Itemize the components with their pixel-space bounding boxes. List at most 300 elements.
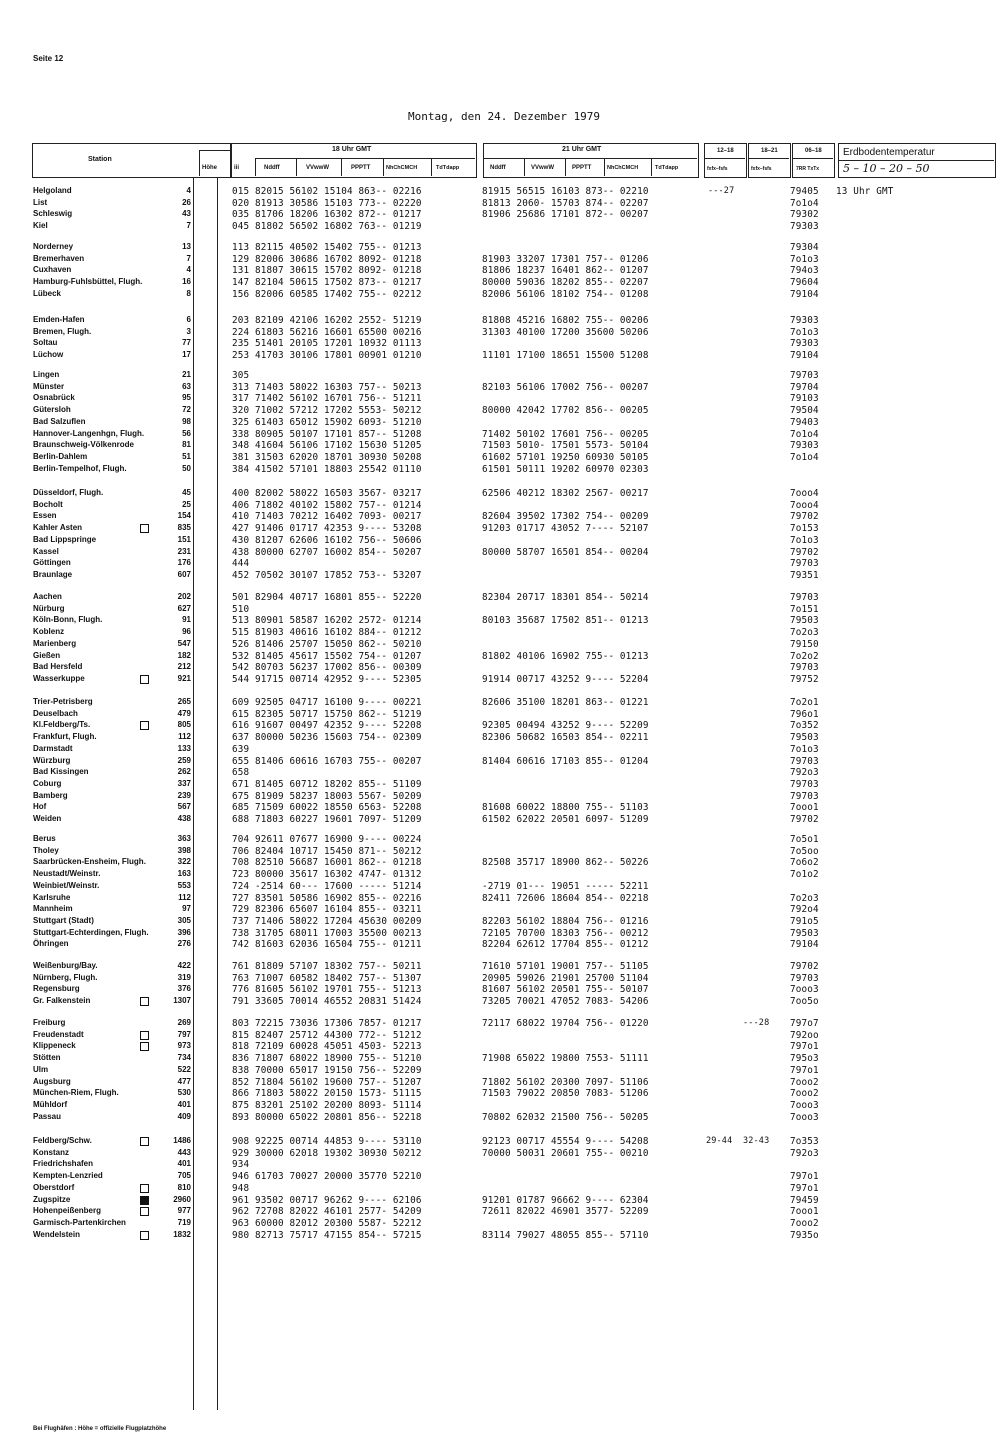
- obs-18-utc: 542 80703 56237 17002 856-- 00309: [232, 662, 422, 674]
- station-hoehe: 45: [182, 488, 191, 497]
- station-hoehe: 265: [177, 697, 191, 706]
- soil-temperature: 79503: [790, 615, 819, 627]
- soil-temperature: 7ooo4: [790, 488, 819, 499]
- obs-18-utc: 761 81809 57107 18302 757-- 50211: [232, 961, 422, 972]
- obs-18-utc: 615 82305 50717 15750 862-- 51219: [232, 708, 422, 720]
- soil-temperature: 7o151: [790, 603, 819, 615]
- station-name: Stuttgart (Stadt): [33, 915, 94, 925]
- obs-18-utc: 338 80905 50107 17101 857-- 51208: [232, 428, 422, 440]
- soil-temperature: 79703: [790, 592, 819, 603]
- obs-18-utc: 325 61403 65012 15902 6093- 51210: [232, 416, 422, 428]
- station-name: Nürburg: [33, 603, 65, 613]
- obs-21-utc: 82304 20717 18301 854-- 50214: [482, 592, 649, 603]
- soil-temperature: 79604: [790, 277, 819, 289]
- obs-18-utc: 875 83201 25102 20200 8093- 51114: [232, 1099, 422, 1111]
- soil-temperature: 7ooo2: [790, 1076, 819, 1088]
- station-name: Hof: [33, 802, 47, 812]
- square-icon: [140, 721, 149, 730]
- soil-temperature: 79459: [790, 1194, 819, 1206]
- station-hoehe: 337: [177, 778, 191, 788]
- obs-18-utc: 313 71403 58022 16303 757-- 50213: [232, 381, 422, 393]
- soil-temperature: 7ooo3: [790, 1099, 819, 1111]
- station-name: Kiel: [33, 221, 48, 231]
- station-hoehe: 154: [177, 511, 191, 521]
- group18-header: 18 Uhr GMT: [332, 146, 372, 153]
- station-hoehe: 627: [177, 603, 191, 613]
- obs-18-utc: 838 70000 65017 19150 756-- 52209: [232, 1064, 422, 1076]
- soil-temperature: 7ooo2: [790, 1217, 819, 1229]
- obs-18-utc: 381 31503 62020 18701 30930 50208: [232, 451, 422, 463]
- station-name: Friedrichshafen: [33, 1159, 94, 1169]
- station-name: Konstanz: [33, 1147, 69, 1157]
- soil-temperature: 79703: [790, 662, 819, 674]
- station-name: Lingen: [33, 370, 60, 379]
- obs-18-utc: 934: [232, 1159, 250, 1171]
- station-name: Klippeneck: [33, 1041, 76, 1051]
- station-name: Münster: [33, 381, 65, 391]
- soil-temperature: 7o6o2: [790, 857, 819, 869]
- station-name: Berlin-Tempelhof, Flugh.: [33, 463, 127, 473]
- soil-temperature: 79403: [790, 416, 819, 428]
- station-hoehe: 322: [177, 857, 191, 867]
- soil-temperature: 79702: [790, 961, 819, 972]
- tt-header-21: TdTdapp: [655, 165, 679, 171]
- obs-18-utc: 675 81909 58237 18003 5567- 50209: [232, 790, 422, 802]
- soil-temperature: 794o3: [790, 265, 819, 277]
- soil-temperature: 79150: [790, 638, 819, 650]
- obs-21-utc: 80103 35687 17502 851-- 01213: [482, 615, 649, 627]
- obs-18-utc: 836 71807 68022 18900 755-- 51210: [232, 1053, 422, 1065]
- ppptt-header-21: PPPTT: [572, 165, 592, 171]
- station-hoehe: 21: [182, 370, 191, 379]
- obs-18-utc: 253 41703 30106 17801 00901 01210: [232, 350, 422, 362]
- obs-18-utc: 893 80000 65022 20801 856-- 52218: [232, 1111, 422, 1123]
- gust-18-21: 32-43: [743, 1136, 770, 1146]
- obs-18-utc: 704 92611 07677 16900 9---- 00224: [232, 834, 422, 845]
- station-hoehe: 553: [177, 880, 191, 890]
- station-hoehe: 7: [186, 253, 191, 263]
- station-hoehe: 376: [177, 984, 191, 994]
- square-icon: [140, 1031, 149, 1040]
- obs-18-utc: 980 82713 75717 47155 854-- 57215: [232, 1229, 422, 1241]
- obs-21-utc: 70802 62032 21500 756-- 50205: [482, 1111, 649, 1123]
- obs-18-utc: 020 81913 30586 15103 773-- 02220: [232, 197, 422, 209]
- station-hoehe: 133: [177, 743, 191, 753]
- station-hoehe: 262: [177, 767, 191, 777]
- obs-21-utc: 61502 62022 20501 6097- 51209: [482, 814, 649, 825]
- square-icon: [140, 524, 149, 533]
- soil-temperature: 7ooo2: [790, 1088, 819, 1100]
- station-name: Feldberg/Schw.: [33, 1136, 92, 1145]
- soil-temperature: 7o1o3: [790, 253, 819, 265]
- station-name: Nürnberg, Flugh.: [33, 972, 98, 982]
- soil-temperature: 7o1o3: [790, 743, 819, 755]
- soil-temperature: 7o353: [790, 1136, 819, 1147]
- station-name: Köln-Bonn, Flugh.: [33, 615, 103, 625]
- station-hoehe: 409: [177, 1111, 191, 1121]
- station-hoehe: 2960: [173, 1194, 191, 1204]
- soil-temperature: 7o1o4: [790, 428, 819, 440]
- station-hoehe: 43: [182, 209, 191, 219]
- station-name: Mannheim: [33, 904, 73, 914]
- obs-21-utc: 81813 2060- 15703 874-- 02207: [482, 197, 649, 209]
- soil-temperature: 7o2o1: [790, 697, 819, 708]
- obs-18-utc: 723 80000 35617 16302 4747- 01312: [232, 869, 422, 881]
- station-hoehe: 269: [177, 1018, 191, 1027]
- station-hoehe: 95: [182, 393, 191, 403]
- obs-21-utc: 81802 40106 16902 755-- 01213: [482, 650, 649, 662]
- date-line: Montag, den 24. Dezember 1979: [408, 110, 601, 123]
- station-name: Emden-Hafen: [33, 315, 85, 324]
- obs-18-utc: 384 41502 57101 18803 25542 01110: [232, 463, 422, 475]
- soil-temperature: 79104: [790, 939, 819, 951]
- station-hoehe: 81: [182, 440, 191, 450]
- obs-21-utc: 71503 79022 20850 7083- 51206: [482, 1088, 649, 1100]
- station-hoehe: 530: [177, 1088, 191, 1098]
- soil-temperature: 7o1o4: [790, 197, 819, 209]
- obs-21-utc: 81608 60022 18800 755-- 51103: [482, 802, 649, 814]
- obs-18-utc: 317 71402 56102 16701 756-- 51211: [232, 393, 422, 405]
- soil-temperature: 79703: [790, 755, 819, 767]
- station-hoehe: 182: [177, 650, 191, 660]
- obs-21-utc: 82103 56106 17002 756-- 00207: [482, 381, 649, 393]
- station-hoehe: 176: [177, 558, 191, 568]
- station-name: Darmstadt: [33, 743, 73, 753]
- soil-temperature: 7o352: [790, 720, 819, 732]
- station-name: Freiburg: [33, 1018, 66, 1027]
- station-name: Kassel: [33, 546, 59, 556]
- soil-temperature: 792o3: [790, 1147, 819, 1159]
- station-name: Würzburg: [33, 755, 71, 765]
- soil-temperature: 792oo: [790, 1029, 819, 1041]
- obs-18-utc: 688 71803 60227 19601 7097- 51209: [232, 814, 422, 825]
- station-hoehe: 112: [178, 892, 191, 902]
- obs-21-utc: 82204 62612 17704 855-- 01212: [482, 939, 649, 951]
- soil-temperature: 7o153: [790, 523, 819, 535]
- nh-header-18: NhChCMCH: [386, 165, 418, 171]
- obs-18-utc: 961 93502 00717 96262 9---- 62106: [232, 1194, 422, 1206]
- station-name: Essen: [33, 511, 57, 521]
- station-hoehe: 805: [177, 720, 191, 730]
- station-header: Station: [88, 156, 112, 163]
- obs-21-utc: 61501 50111 19202 60970 02303: [482, 463, 649, 475]
- soil-temperature: 797o1: [790, 1171, 819, 1183]
- square-icon: [140, 1207, 149, 1216]
- station-hoehe: 63: [182, 381, 191, 391]
- hoehe-header: Höhe: [202, 165, 217, 171]
- station-hoehe: 7: [186, 221, 191, 231]
- soil-temperature: 79405: [790, 186, 819, 197]
- obs-18-utc: 818 72109 60028 45051 4503- 52213: [232, 1041, 422, 1053]
- station-name: Aachen: [33, 592, 62, 601]
- obs-18-utc: 929 30000 62018 19302 30930 50212: [232, 1147, 422, 1159]
- station-name: List: [33, 197, 48, 207]
- obs-21-utc: 71503 5010- 17501 5573- 50104: [482, 440, 649, 452]
- station-name: Mühldorf: [33, 1099, 68, 1109]
- obs-18-utc: 658: [232, 767, 250, 779]
- obs-18-utc: 962 72708 82022 46101 2577- 54209: [232, 1206, 422, 1218]
- square-icon: [140, 1184, 149, 1193]
- station-name: Bremerhaven: [33, 253, 85, 263]
- obs-18-utc: 305: [232, 370, 250, 381]
- obs-18-utc: 729 82306 65607 16104 855-- 03211: [232, 904, 422, 916]
- station-hoehe: 398: [177, 845, 191, 855]
- station-name: Koblenz: [33, 627, 65, 637]
- station-hoehe: 4: [186, 186, 191, 195]
- soil-temperature: 792o3: [790, 767, 819, 779]
- station-name: Bad Salzuflen: [33, 416, 86, 426]
- obs-18-utc: 035 81706 18206 16302 872-- 01217: [232, 209, 422, 221]
- station-hoehe: 973: [177, 1041, 191, 1051]
- soil-temperature: 7935o: [790, 1229, 819, 1241]
- station-name: Bremen, Flugh.: [33, 326, 92, 336]
- station-hoehe: 163: [177, 869, 191, 879]
- obs-18-utc: 803 72215 73036 17306 7857- 01217: [232, 1018, 422, 1029]
- obs-21-utc: 72105 70700 18303 756-- 00212: [482, 927, 649, 939]
- station-name: München-Riem, Flugh.: [33, 1088, 119, 1098]
- station-name: Soltau: [33, 338, 58, 348]
- r1218-header: 12–18: [717, 148, 734, 154]
- obs-18-utc: 776 81605 56102 19701 755-- 51213: [232, 984, 422, 996]
- station-hoehe: 443: [177, 1147, 191, 1157]
- soil-temperature: 795o3: [790, 1053, 819, 1065]
- obs-18-utc: 406 71802 40102 15802 757-- 01214: [232, 499, 422, 511]
- soil-temperature: 7o2o3: [790, 627, 819, 639]
- station-name: Karlsruhe: [33, 892, 71, 902]
- soil-temperature: 79504: [790, 405, 819, 417]
- obs-21-utc: 81808 45216 16802 755-- 00206: [482, 315, 649, 326]
- nddff-header-21: Nddff: [490, 165, 506, 171]
- station-name: Wendelstein: [33, 1229, 80, 1239]
- soil-temperature: 797o1: [790, 1064, 819, 1076]
- obs-18-utc: 510: [232, 603, 250, 615]
- station-name: Bad Kissingen: [33, 767, 89, 777]
- station-hoehe: 259: [177, 755, 191, 765]
- soil-temperature: 7ooo4: [790, 499, 819, 511]
- obs-21-utc: 91914 00717 43252 9---- 52204: [482, 673, 649, 685]
- soil-temperature: 79351: [790, 569, 819, 581]
- r0618-header: 06–18: [805, 148, 822, 154]
- station-name: Ulm: [33, 1064, 49, 1074]
- soil-temperature: 7o1o4: [790, 451, 819, 463]
- station-hoehe: 202: [177, 592, 191, 601]
- station-hoehe: 319: [177, 972, 191, 982]
- station-hoehe: 567: [177, 802, 191, 812]
- station-name: Frankfurt, Flugh.: [33, 732, 97, 742]
- obs-18-utc: 156 82006 60585 17402 755-- 02212: [232, 288, 422, 300]
- obs-18-utc: 427 91406 01717 42353 9---- 53208: [232, 523, 422, 535]
- obs-18-utc: 131 81807 30615 15702 8092- 01218: [232, 265, 422, 277]
- obs-21-utc: 20905 59026 21901 25700 51104: [482, 972, 649, 984]
- obs-18-utc: 791 33605 70014 46552 20831 51424: [232, 996, 422, 1008]
- station-name: Gießen: [33, 650, 61, 660]
- obs-21-utc: 11101 17100 18651 15500 51208: [482, 350, 649, 362]
- obs-18-utc: 224 61803 56216 16601 65500 00216: [232, 326, 422, 338]
- station-hoehe: 51: [182, 451, 191, 461]
- hoehe-rule: [193, 178, 194, 1410]
- obs-18-utc: 532 81405 45617 15502 754-- 01207: [232, 650, 422, 662]
- obs-18-utc: 129 82006 30686 16702 8092- 01218: [232, 253, 422, 265]
- station-hoehe: 25: [182, 499, 191, 509]
- station-name: Wasserkuppe: [33, 673, 85, 683]
- station-hoehe: 1307: [173, 996, 191, 1006]
- obs-18-utc: 235 51401 20105 17201 10932 01113: [232, 338, 422, 350]
- nh-header-21: NhChCMCH: [607, 165, 639, 171]
- soil-note: 13 Uhr GMT: [836, 186, 894, 197]
- soil-temperature: 791o5: [790, 915, 819, 927]
- obs-21-utc: 62506 40212 18302 2567- 00217: [482, 488, 649, 499]
- station-name: Osnabrück: [33, 393, 75, 403]
- obs-18-utc: 410 71403 70212 16402 7093- 00217: [232, 511, 422, 523]
- obs-21-utc: 71402 50102 17601 756-- 00205: [482, 428, 649, 440]
- station-hoehe: 98: [182, 416, 191, 426]
- obs-18-utc: 513 80901 58587 16202 2572- 01214: [232, 615, 422, 627]
- obs-18-utc: 852 71804 56102 19600 757-- 51207: [232, 1076, 422, 1088]
- obs-18-utc: 724 -2514 60--- 17600 ----- 51214: [232, 880, 422, 892]
- square-icon: [140, 1137, 149, 1146]
- obs-18-utc: 671 81405 60712 18202 855-- 51109: [232, 778, 422, 790]
- soil-temperature: 7o1o3: [790, 534, 819, 546]
- obs-18-utc: 655 81406 60616 16703 755-- 00207: [232, 755, 422, 767]
- square-icon: [140, 997, 149, 1006]
- station-hoehe: 719: [177, 1217, 191, 1227]
- station-hoehe: 547: [177, 638, 191, 648]
- obs-18-utc: 639: [232, 743, 250, 755]
- station-name: Kl.Feldberg/Ts.: [33, 720, 91, 730]
- station-hoehe: 17: [182, 350, 191, 360]
- soil-temperature: 79303: [790, 338, 819, 350]
- obs-18-utc: 430 81207 62606 16102 756-- 50606: [232, 534, 422, 546]
- obs-21-utc: 80000 42042 17702 856-- 00205: [482, 405, 649, 417]
- obs-18-utc: 113 82115 40502 15402 755-- 01213: [232, 242, 422, 253]
- obs-21-utc: 73205 70021 47052 7083- 54206: [482, 996, 649, 1008]
- obs-21-utc: 72117 68022 19704 756-- 01220: [482, 1018, 649, 1029]
- obs-18-utc: 438 80000 62707 16002 854-- 50207: [232, 546, 422, 558]
- station-name: Lüchow: [33, 350, 64, 360]
- station-hoehe: 401: [177, 1099, 191, 1109]
- soil-temperature: 7o2o3: [790, 892, 819, 904]
- station-hoehe: 13: [182, 242, 191, 251]
- station-hoehe: 212: [177, 662, 191, 672]
- obs-18-utc: 320 71002 57212 17202 5553- 50212: [232, 405, 422, 417]
- s0618-header: 7RR TxTx: [796, 166, 820, 172]
- obs-21-utc: 82606 35100 18201 863-- 01221: [482, 697, 649, 708]
- soil-temperature: 79702: [790, 814, 819, 825]
- soil-temperature: 79304: [790, 242, 819, 253]
- soil-temperature: 7o5oo: [790, 845, 819, 857]
- station-name: Trier-Petrisberg: [33, 697, 93, 706]
- soil-temperature: 7ooo1: [790, 802, 819, 814]
- station-hoehe: 401: [177, 1159, 191, 1169]
- station-hoehe: 72: [182, 405, 191, 415]
- soil-temperature: 79704: [790, 381, 819, 393]
- station-name: Hannover-Langenhgn, Flugh.: [33, 428, 145, 438]
- r1821-header: 18–21: [761, 148, 778, 154]
- obs-21-utc: 82306 50682 16503 854-- 02211: [482, 732, 649, 744]
- station-hoehe: 363: [177, 834, 191, 843]
- station-hoehe: 239: [177, 790, 191, 800]
- station-hoehe: 835: [177, 523, 191, 533]
- station-name: Hohenpeißenberg: [33, 1206, 102, 1216]
- obs-18-utc: 742 81603 62036 16504 755-- 01211: [232, 939, 422, 951]
- soil-temperature: 79104: [790, 288, 819, 300]
- station-hoehe: 50: [182, 463, 191, 473]
- station-name: Bocholt: [33, 499, 63, 509]
- station-name: Stuttgart-Echterdingen, Flugh.: [33, 927, 149, 937]
- soil-temperature: 79703: [790, 558, 819, 570]
- station-hoehe: 921: [177, 673, 191, 683]
- soil-temperature: 79703: [790, 972, 819, 984]
- station-name: Garmisch-Partenkirchen: [33, 1217, 126, 1227]
- station-hoehe: 396: [177, 927, 191, 937]
- nddff-header-18: Nddff: [264, 165, 280, 171]
- station-name: Düsseldorf, Flugh.: [33, 488, 104, 497]
- obs-18-utc: 948: [232, 1182, 250, 1194]
- data-rule: [217, 178, 218, 1410]
- obs-21-utc: 81903 33207 17301 757-- 01206: [482, 253, 649, 265]
- obs-18-utc: 544 91715 00714 42952 9---- 52305: [232, 673, 422, 685]
- obs-18-utc: 708 82510 56687 16001 862-- 01218: [232, 857, 422, 869]
- square-icon: [140, 1231, 149, 1240]
- station-name: Passau: [33, 1111, 62, 1121]
- station-hoehe: 438: [177, 814, 191, 823]
- minmax-06-18: ---27: [708, 186, 735, 196]
- station-name: Saarbrücken-Ensheim, Flugh.: [33, 857, 146, 867]
- iii-header: iii: [234, 165, 240, 171]
- erdboden-header: Erdbodentemperatur: [843, 147, 935, 158]
- station-name: Augsburg: [33, 1076, 71, 1086]
- station-name: Gr. Falkenstein: [33, 996, 91, 1006]
- station-name: Öhringen: [33, 939, 69, 949]
- station-name: Neustadt/Weinstr.: [33, 869, 101, 879]
- station-name: Bamberg: [33, 790, 68, 800]
- station-name: Weiden: [33, 814, 62, 823]
- obs-18-utc: 452 70502 30107 17852 753-- 53207: [232, 569, 422, 581]
- station-name: Stötten: [33, 1053, 61, 1063]
- station-hoehe: 705: [177, 1171, 191, 1181]
- soil-temperature: 7o2o2: [790, 650, 819, 662]
- obs-21-utc: 70000 50031 20601 755-- 00210: [482, 1147, 649, 1159]
- obs-18-utc: 637 80000 50236 15603 754-- 02309: [232, 732, 422, 744]
- station-hoehe: 16: [182, 277, 191, 287]
- gust-12-18: 29-44: [706, 1136, 733, 1146]
- soil-temperature: 797o7: [790, 1018, 819, 1029]
- obs-21-utc: 82203 56102 18804 756-- 01216: [482, 915, 649, 927]
- obs-18-utc: 866 71803 58022 20150 1573- 51115: [232, 1088, 422, 1100]
- gust-18-21: ---28: [743, 1018, 770, 1028]
- obs-18-utc: 737 71406 58022 17204 45630 00209: [232, 915, 422, 927]
- station-hoehe: 479: [177, 708, 191, 718]
- station-hoehe: 305: [177, 915, 191, 925]
- obs-21-utc: 81607 56102 20501 755-- 50107: [482, 984, 649, 996]
- station-name: Berlin-Dahlem: [33, 451, 88, 461]
- obs-18-utc: 147 82104 50615 17502 873-- 01217: [232, 277, 422, 289]
- station-hoehe: 112: [178, 732, 191, 742]
- station-hoehe: 56: [182, 428, 191, 438]
- station-hoehe: 6: [186, 315, 191, 324]
- soil-temperature: 792o4: [790, 904, 819, 916]
- obs-21-utc: 61602 57101 19250 60930 50105: [482, 451, 649, 463]
- square-icon: [140, 675, 149, 684]
- soil-temperature: 7ooo1: [790, 1206, 819, 1218]
- obs-21-utc: 91201 01787 96662 9---- 62304: [482, 1194, 649, 1206]
- obs-18-utc: 609 92505 04717 16100 9---- 00221: [232, 697, 422, 708]
- station-hoehe: 26: [182, 197, 191, 207]
- soil-temperature: 7oo5o: [790, 996, 819, 1008]
- obs-18-utc: 203 82109 42106 16202 2552- 51219: [232, 315, 422, 326]
- obs-21-utc: 81404 60616 17103 855-- 01204: [482, 755, 649, 767]
- soil-temperature: 79703: [790, 790, 819, 802]
